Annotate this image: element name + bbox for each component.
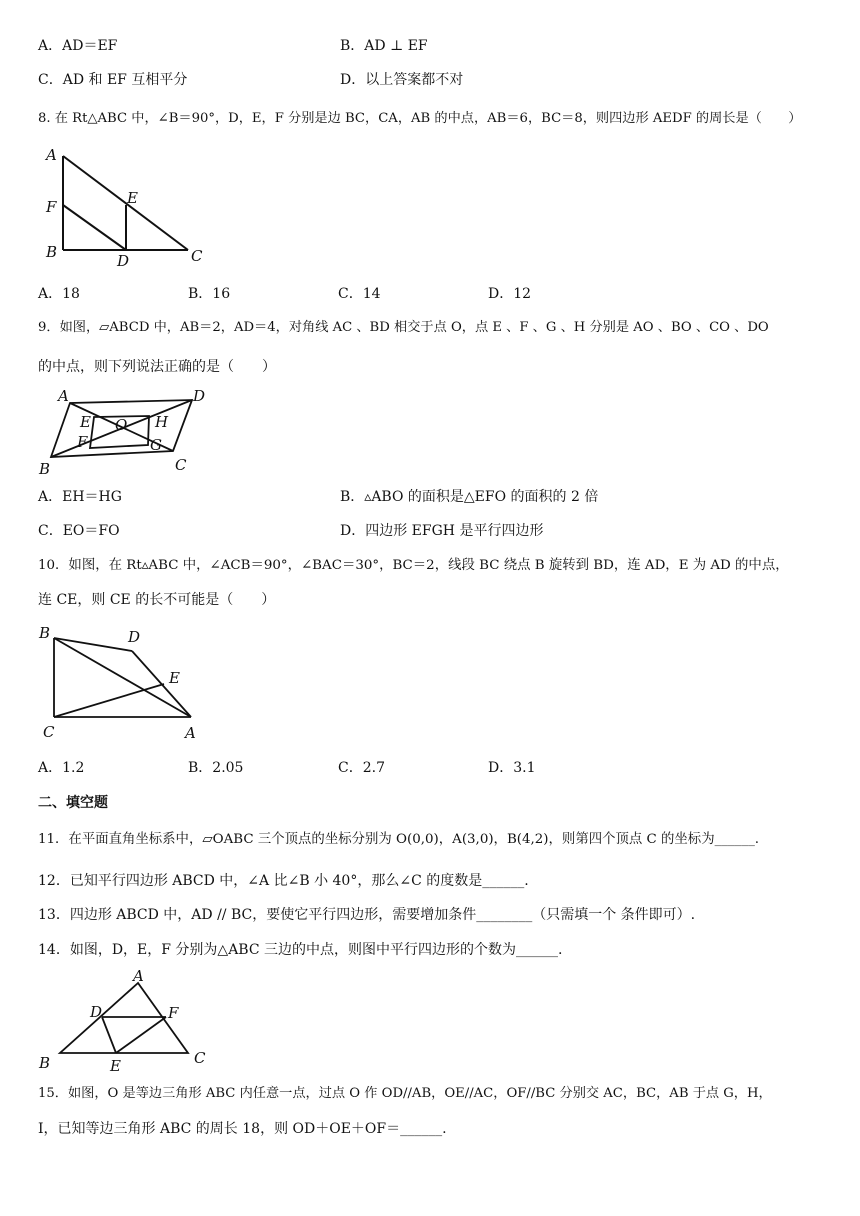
q9-label-f: F: [77, 433, 88, 451]
q8-label-a: A: [46, 146, 57, 164]
q11-stem: 11．在平面直角坐标系中，▱OABC 三个顶点的坐标分别为 O(0,0)，A(3,0)，B(4,2)，则第四个顶点 C 的坐标为______.: [38, 832, 760, 847]
q8-label-e: E: [127, 189, 138, 207]
q10-label-a: A: [185, 724, 196, 742]
q8-label-b: B: [46, 243, 58, 261]
q15-stem-line1: 15．如图，O 是等边三角形 ABC 内任意一点，过点 O 作 OD//AB，OE//AC，OF//BC 分别交 AC，BC，AB 于点 G，H，: [38, 1086, 772, 1101]
q10-stem-line2: 连 CE，则 CE 的长不可能是（ ）: [38, 592, 276, 608]
q14-label-f: F: [168, 1004, 179, 1022]
q9-stem-line1: 9．如图，▱ABCD 中，AB＝2，AD＝4，对角线 AC 、BD 相交于点 O，点 E 、F 、G 、H 分别是 AO 、BO 、CO 、DO: [38, 320, 769, 335]
q9-option-a: A．EH＝HG: [38, 489, 122, 505]
q10-label-d: D: [128, 628, 141, 646]
section-heading: 二、填空题: [38, 794, 108, 810]
q7-option-c: C．AD 和 EF 互相平分: [38, 72, 188, 88]
q9-label-e: E: [80, 413, 91, 431]
q9-stem-line2: 的中点，则下列说法正确的是（ ）: [38, 359, 276, 375]
q10-label-e: E: [169, 669, 180, 687]
q10-label-b: B: [39, 624, 51, 642]
q9-option-c: C．EO＝FO: [38, 523, 120, 539]
q8-label-d: D: [117, 252, 130, 270]
q8-option-b: B．16: [188, 286, 231, 302]
q8-option-a: A．18: [38, 286, 80, 302]
q9-label-g: G: [150, 436, 162, 454]
q9-label-d: D: [193, 387, 206, 405]
q8-label-c: C: [191, 247, 203, 265]
q14-figure: [36, 966, 216, 1076]
q7-option-d: D．以上答案都不对: [340, 72, 464, 88]
q15-stem-line2: I，已知等边三角形 ABC 的周长 18，则 OD＋OE＋OF＝______.: [38, 1121, 447, 1137]
q9-label-a: A: [58, 387, 69, 405]
q8-option-c: C．14: [338, 286, 381, 302]
q14-label-c: C: [194, 1049, 206, 1067]
q8-label-f: F: [46, 198, 57, 216]
q12-stem: 12．已知平行四边形 ABCD 中，∠A 比∠B 小 40°，那么∠C 的度数是______.: [38, 873, 529, 889]
q8-option-d: D．12: [488, 286, 532, 302]
q10-stem-line1: 10．如图，在 Rt▵ABC 中，∠ACB＝90°，∠BAC＝30°，BC＝2，线段 BC 绕点 B 旋转到 BD，连 AD，E 为 AD 的中点，: [38, 558, 789, 573]
q7-option-a: A．AD＝EF: [38, 38, 118, 54]
q10-option-c: C．2.7: [338, 760, 385, 776]
q10-option-b: B．2.05: [188, 760, 244, 776]
q14-stem: 14．如图，D，E，F 分别为△ABC 三边的中点，则图中平行四边形的个数为______.: [38, 942, 563, 958]
q10-option-a: A．1.2: [38, 760, 85, 776]
q7-option-b: B．AD ⊥ EF: [340, 38, 428, 54]
q14-label-a: A: [133, 967, 144, 985]
q9-label-b: B: [39, 460, 51, 476]
q10-option-d: D．3.1: [488, 760, 536, 776]
q9-figure: [36, 386, 216, 476]
q9-option-d: D．四边形 EFGH 是平行四边形: [340, 523, 544, 539]
q9-label-c: C: [175, 456, 187, 474]
q10-label-c: C: [43, 723, 55, 741]
q9-label-h: H: [155, 413, 169, 431]
q14-label-b: B: [39, 1054, 51, 1072]
q8-figure: [40, 142, 215, 270]
q10-figure: [36, 622, 216, 744]
q14-label-d: D: [90, 1003, 103, 1021]
q8-stem: 8. 在 Rt△ABC 中，∠B＝90°，D，E，F 分别是边 BC，CA，AB 的中点，AB＝6，BC＝8，则四边形 AEDF 的周长是（ ）: [38, 111, 802, 126]
q13-stem: 13．四边形 ABCD 中，AD // BC，要使它平行四边形，需要增加条件________（只需填一个 条件即可）.: [38, 907, 696, 923]
q9-label-o: O: [115, 416, 128, 434]
q9-option-b: B．▵ABO 的面积是△EFO 的面积的 2 倍: [340, 489, 599, 505]
q14-label-e: E: [110, 1057, 121, 1075]
